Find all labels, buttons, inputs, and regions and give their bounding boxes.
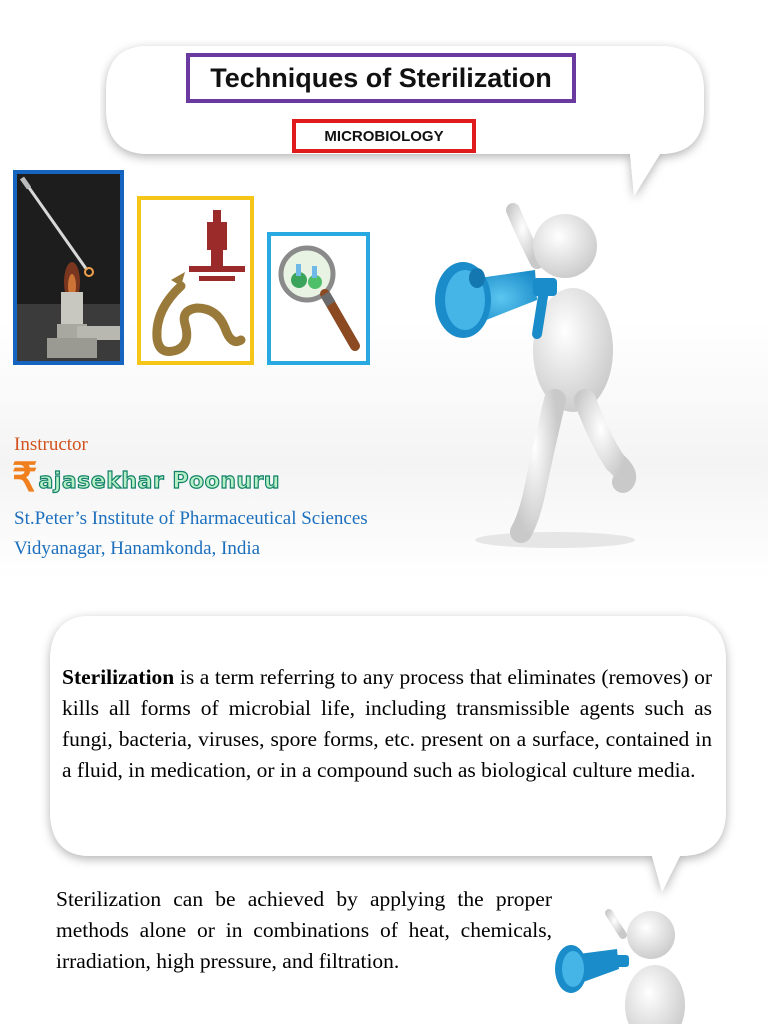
institute-location: Vidyanagar, Hanamkonda, India	[14, 538, 261, 559]
definition-text: is a term referring to any process that eliminates (removes) or kills all forms of microbial life, including transmissible agents such as fungi, bacteria, viruses, spore forms, etc. present on a surface, contained in a fluid, in medication, or in a compound such as biological culture media.	[62, 665, 712, 782]
magnifying-glass-icon	[271, 236, 366, 361]
methods-paragraph: Sterilization can be achieved by applying the proper methods alone or in combinations of heat, chemicals, irradiation, high pressure, and filtration.	[56, 887, 552, 973]
flame-inoculation-loop-photo	[13, 170, 124, 365]
speaker-figure-megaphone	[425, 200, 665, 550]
definition-paragraph	[62, 662, 712, 786]
rupee-initial: ₹	[12, 455, 38, 500]
bunsen-burner-icon	[17, 174, 120, 361]
magnifier-flasks-icon	[267, 232, 370, 365]
microscope-graphic	[141, 200, 250, 361]
instructor-name	[12, 455, 281, 500]
instructor-name-text: ajasekhar Poonuru	[38, 469, 281, 494]
instructor-label: Instructor	[14, 434, 88, 455]
small-speaker-figure-megaphone	[555, 905, 695, 1024]
subject-badge: MICROBIOLOGY	[292, 119, 476, 153]
definition-term: Sterilization	[62, 665, 175, 689]
page-title: Techniques of Sterilization	[186, 53, 576, 103]
institute-name: St.Peter’s Institute of Pharmaceutical Sciences	[14, 508, 368, 529]
microscope-icon	[137, 196, 254, 365]
